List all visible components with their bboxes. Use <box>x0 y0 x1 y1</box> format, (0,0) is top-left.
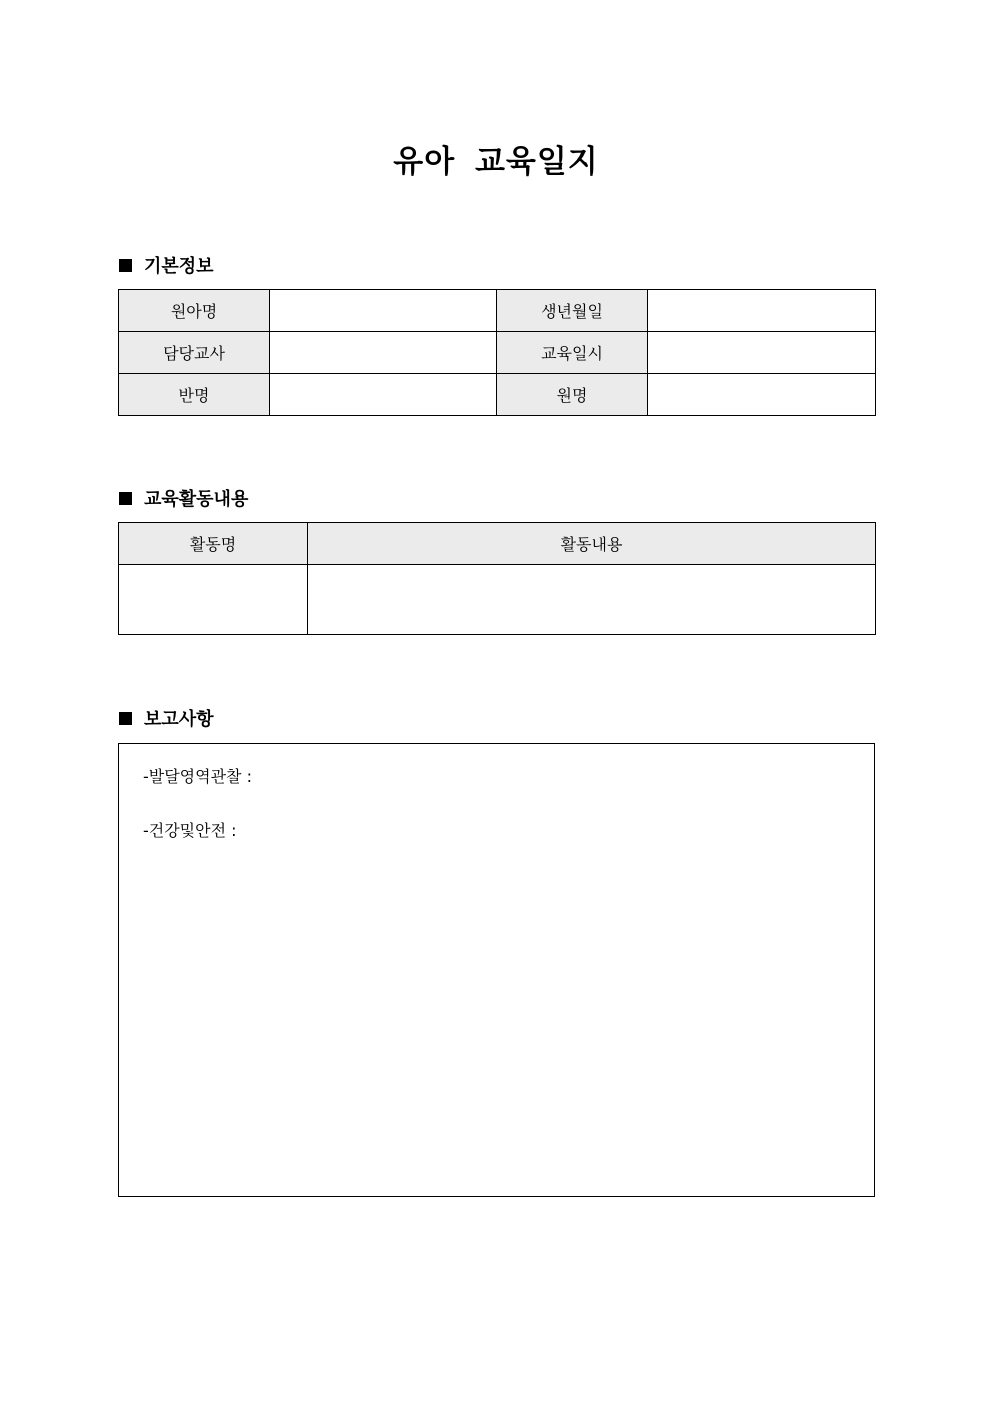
education-datetime-label: 교육일시 <box>497 332 648 374</box>
table-header-row <box>119 523 876 565</box>
table-row <box>119 565 876 635</box>
square-bullet-icon <box>119 259 132 272</box>
square-bullet-icon <box>119 712 132 725</box>
school-name-label: 원명 <box>497 374 648 416</box>
school-name-field[interactable] <box>648 374 876 416</box>
basic-info-table <box>118 289 876 416</box>
activity-heading <box>119 486 248 510</box>
birth-date-label: 생년월일 <box>497 290 648 332</box>
birth-date-field[interactable] <box>648 290 876 332</box>
report-heading-text: 보고사항 <box>144 709 214 730</box>
development-observation-label: -발달영역관찰 : <box>143 767 252 786</box>
child-name-label: 원아명 <box>119 290 270 332</box>
teacher-field[interactable] <box>270 332 497 374</box>
activity-name-field[interactable] <box>119 565 308 635</box>
basic-info-heading-text: 기본정보 <box>144 256 214 277</box>
activity-content-header: 활동내용 <box>308 523 876 565</box>
child-name-field[interactable] <box>270 290 497 332</box>
education-datetime-field[interactable] <box>648 332 876 374</box>
table-row <box>119 290 876 332</box>
square-bullet-icon <box>119 492 132 505</box>
table-row <box>119 332 876 374</box>
activity-heading-text: 교육활동내용 <box>144 489 249 510</box>
basic-info-heading <box>119 253 214 277</box>
class-name-field[interactable] <box>270 374 497 416</box>
activity-name-header: 활동명 <box>119 523 308 565</box>
report-heading <box>119 706 214 730</box>
report-box[interactable] <box>118 743 875 1197</box>
class-name-label: 반명 <box>119 374 270 416</box>
activity-table <box>118 522 876 635</box>
table-row <box>119 374 876 416</box>
page-title: 유아 교육일지 <box>393 144 599 180</box>
teacher-label: 담당교사 <box>119 332 270 374</box>
health-safety-label: -건강및안전 : <box>143 821 237 840</box>
activity-content-field[interactable] <box>308 565 876 635</box>
